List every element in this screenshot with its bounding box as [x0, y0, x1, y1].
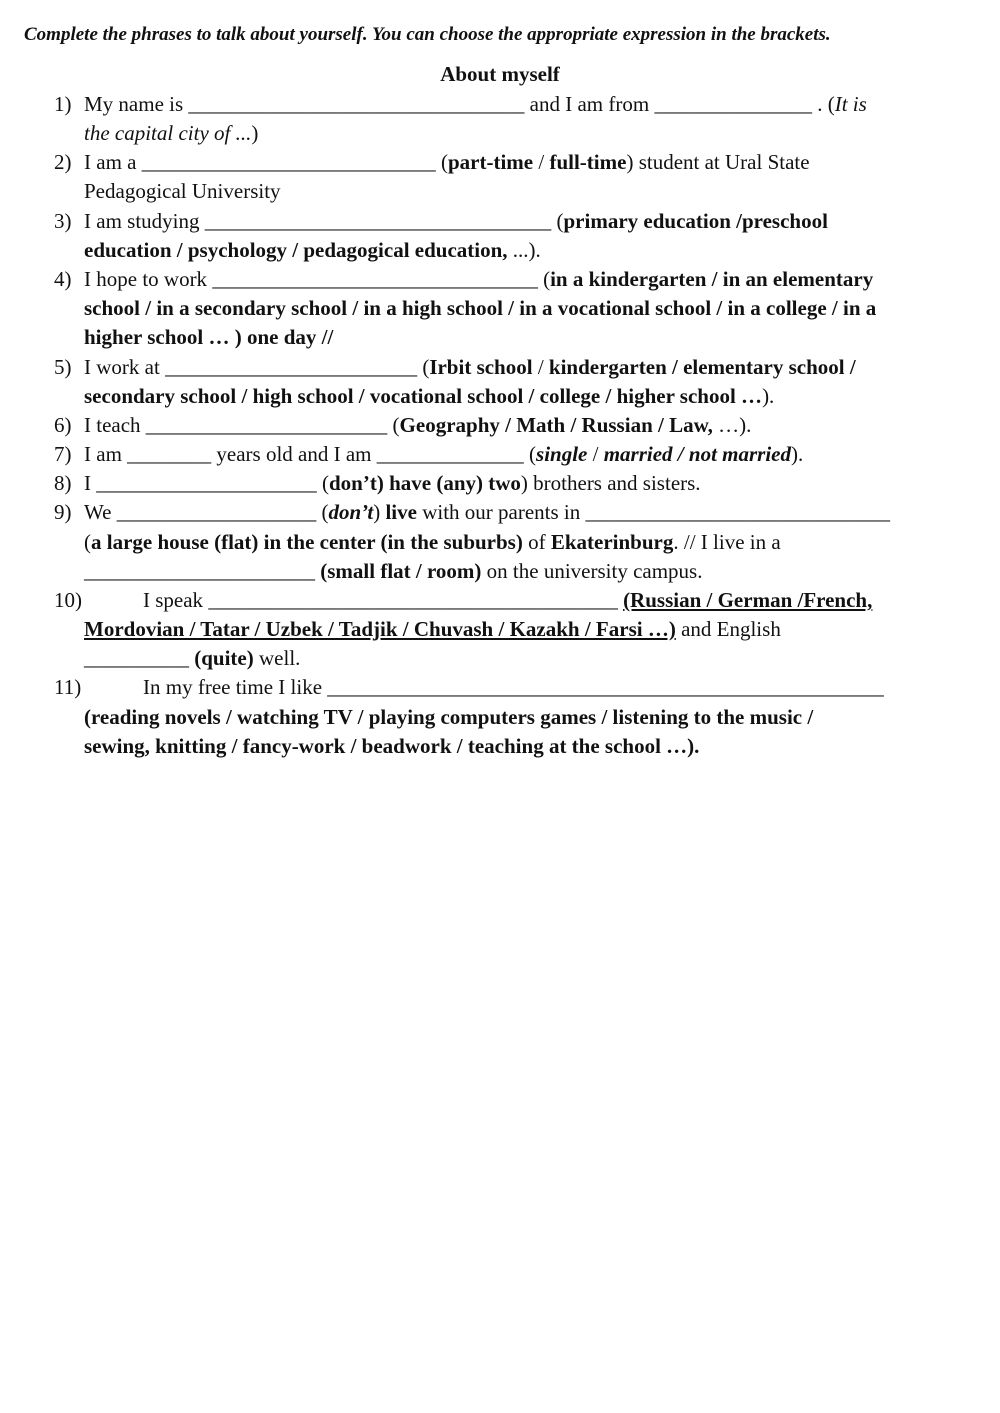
- subject-blank[interactable]: _______________________: [145, 413, 388, 437]
- item-11-line-3: sewing, knitting / fancy-work / beadwork / teaching at the school …).: [84, 734, 700, 758]
- marital-status-blank[interactable]: ______________: [376, 442, 524, 466]
- from-blank[interactable]: _______________: [654, 92, 812, 116]
- item-1-line-1: My name is ________________________________ and I am from _______________ . (It is: [84, 92, 867, 116]
- item-2-line-1: I am a ____________________________ (part-time / full-time) student at Ural State: [84, 150, 810, 174]
- instructions: Complete the phrases to talk about yourself. You can choose the appropriate expression in the brackets.: [24, 24, 831, 45]
- residence-blank[interactable]: _____________________________: [585, 500, 891, 524]
- workplace-blank[interactable]: ________________________: [165, 355, 418, 379]
- siblings-blank[interactable]: _____________________: [96, 471, 317, 495]
- item-4-line-2: school / in a secondary school / in a high school / in a vocational school / in a college / in a: [84, 296, 877, 320]
- item-number: 6): [54, 413, 72, 437]
- item-10-line-2: Mordovian / Tatar / Uzbek / Tadjik / Chuvash / Kazakh / Farsi …) and English: [84, 617, 781, 641]
- item-number: 5): [54, 355, 72, 379]
- item-number: 7): [54, 442, 72, 466]
- item-4-line-3: higher school … ) one day //: [84, 325, 334, 349]
- item-5-line-2: secondary school / high school / vocational school / college / higher school …).: [84, 384, 775, 408]
- item-1-line-2: the capital city of ...): [84, 121, 259, 145]
- english-level-blank[interactable]: __________: [84, 646, 189, 670]
- age-blank[interactable]: ________: [127, 442, 212, 466]
- item-10-line-3: __________ (quite) well.: [84, 646, 301, 670]
- item-10-line-1: I speak _______________________________________ (Russian / German /French,: [143, 588, 873, 612]
- item-number: 11): [54, 675, 82, 699]
- item-2-line-2: Pedagogical University: [84, 179, 281, 203]
- name-blank[interactable]: ________________________________: [188, 92, 525, 116]
- item-9-line-2: (a large house (flat) in the center (in the suburbs) of Ekaterinburg. // I live in a: [84, 530, 781, 554]
- hobbies-blank[interactable]: _____________________________________________________: [327, 675, 884, 699]
- languages-blank[interactable]: _______________________________________: [208, 588, 618, 612]
- item-3-line-2: education / psychology / pedagogical education, ...).: [84, 238, 541, 262]
- studying-blank[interactable]: _________________________________: [204, 209, 552, 233]
- item-number: 1): [54, 92, 72, 116]
- item-6-line-1: I teach _______________________ (Geography / Math / Russian / Law, …).: [84, 413, 752, 437]
- item-11-line-2: (reading novels / watching TV / playing computers games / listening to the music /: [84, 705, 814, 729]
- item-7-line-1: I am ________ years old and I am ______________ (single / married / not married).: [84, 442, 804, 466]
- work-hope-blank[interactable]: _______________________________: [212, 267, 538, 291]
- student-type-blank[interactable]: ____________________________: [141, 150, 436, 174]
- item-9-line-3: ______________________ (small flat / room) on the university campus.: [84, 559, 703, 583]
- item-number: 10): [54, 588, 82, 612]
- item-9-line-1: We ___________________ (don’t) live with our parents in _____________________________: [84, 500, 891, 524]
- worksheet-title: About myself: [440, 62, 560, 86]
- item-number: 2): [54, 150, 72, 174]
- live-blank[interactable]: ___________________: [116, 500, 317, 524]
- item-8-line-1: I _____________________ (don’t) have (any) two) brothers and sisters.: [84, 471, 701, 495]
- item-number: 9): [54, 500, 72, 524]
- item-4-line-1: I hope to work _______________________________ (in a kindergarten / in an elementary: [84, 267, 874, 291]
- item-3-line-1: I am studying _________________________________ (primary education /preschool: [84, 209, 828, 233]
- campus-blank[interactable]: ______________________: [84, 559, 315, 583]
- item-number: 8): [54, 471, 72, 495]
- item-11-line-1: In my free time I like _____________________________________________________: [143, 675, 884, 699]
- item-number: 3): [54, 209, 72, 233]
- item-5-line-1: I work at ________________________ (Irbit school / kindergarten / elementary school /: [84, 355, 856, 379]
- item-number: 4): [54, 267, 72, 291]
